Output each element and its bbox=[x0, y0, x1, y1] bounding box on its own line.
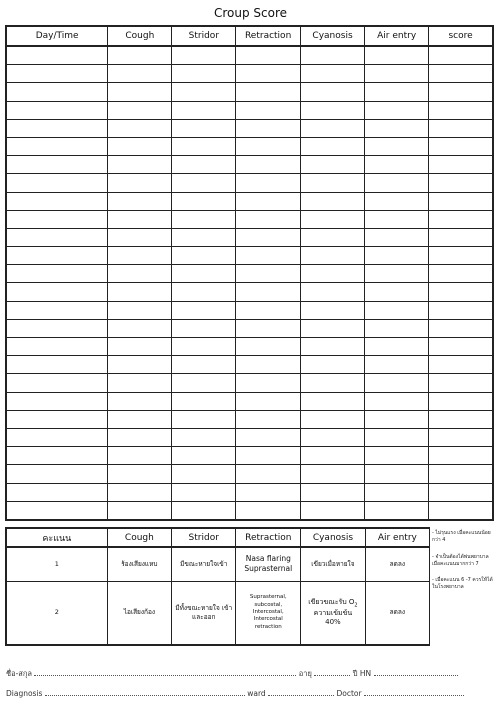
log-cell[interactable] bbox=[6, 483, 108, 501]
log-cell[interactable] bbox=[365, 465, 429, 483]
log-cell[interactable] bbox=[6, 356, 108, 374]
legend-cyanosis-2-text: เขียวขณะรับ O bbox=[308, 597, 355, 606]
log-cell[interactable] bbox=[236, 228, 301, 246]
log-cell[interactable] bbox=[172, 247, 236, 265]
log-cell[interactable] bbox=[236, 265, 301, 283]
log-cell[interactable] bbox=[108, 447, 172, 465]
log-row bbox=[6, 247, 493, 265]
log-row bbox=[6, 228, 493, 246]
log-cell[interactable] bbox=[429, 83, 493, 101]
log-cell[interactable] bbox=[300, 283, 364, 301]
log-cell[interactable] bbox=[429, 319, 493, 337]
legend-air-entry-1: ลดลง bbox=[365, 547, 429, 581]
legend-cough-1: ร้องเสียงแหบ bbox=[107, 547, 171, 581]
log-cell[interactable] bbox=[108, 156, 172, 174]
log-cell[interactable] bbox=[365, 410, 429, 428]
log-row bbox=[6, 428, 493, 446]
log-cell[interactable] bbox=[300, 156, 364, 174]
legend-cough-2: ไอเสียงก้อง bbox=[107, 581, 171, 645]
log-cell[interactable] bbox=[172, 265, 236, 283]
log-cell[interactable] bbox=[172, 392, 236, 410]
log-cell[interactable] bbox=[300, 247, 364, 265]
log-cell[interactable] bbox=[429, 356, 493, 374]
log-cell[interactable] bbox=[429, 192, 493, 210]
log-cell[interactable] bbox=[108, 356, 172, 374]
log-cell[interactable] bbox=[172, 283, 236, 301]
legend-retraction-2-line-1: Suprasternal, bbox=[249, 594, 287, 601]
log-cell[interactable] bbox=[365, 46, 429, 65]
legend-stridor-2 bbox=[172, 581, 236, 645]
log-cell[interactable] bbox=[108, 483, 172, 501]
legend-air-entry-2: ลดลง bbox=[365, 581, 429, 645]
log-cell[interactable] bbox=[365, 374, 429, 392]
log-cell[interactable] bbox=[429, 283, 493, 301]
legend-cyanosis-2-line-3: 40% bbox=[325, 618, 341, 627]
log-cell[interactable] bbox=[365, 65, 429, 83]
legend-retraction-2 bbox=[236, 581, 301, 645]
log-cell[interactable] bbox=[429, 174, 493, 192]
legend-retraction-2-line-3: Intercostal, bbox=[252, 609, 284, 616]
log-cell[interactable] bbox=[172, 410, 236, 428]
log-cell[interactable] bbox=[300, 319, 364, 337]
log-cell[interactable] bbox=[108, 319, 172, 337]
log-cell[interactable] bbox=[108, 83, 172, 101]
log-row bbox=[6, 447, 493, 465]
log-row bbox=[6, 501, 493, 520]
diagnosis-field[interactable] bbox=[45, 687, 245, 696]
log-cell[interactable] bbox=[6, 247, 108, 265]
year-label: ปี bbox=[352, 669, 358, 678]
legend-header-retraction: Retraction bbox=[236, 528, 301, 547]
log-cell[interactable] bbox=[172, 174, 236, 192]
log-cell[interactable] bbox=[429, 137, 493, 155]
log-cell[interactable] bbox=[429, 374, 493, 392]
log-cell[interactable] bbox=[429, 46, 493, 65]
log-cell[interactable] bbox=[6, 265, 108, 283]
log-cell[interactable] bbox=[108, 410, 172, 428]
log-row bbox=[6, 46, 493, 65]
legend-retraction-1 bbox=[236, 547, 301, 581]
log-cell[interactable] bbox=[236, 392, 301, 410]
log-cell[interactable] bbox=[6, 392, 108, 410]
log-cell[interactable] bbox=[429, 338, 493, 356]
log-cell[interactable] bbox=[300, 192, 364, 210]
log-cell[interactable] bbox=[6, 301, 108, 319]
log-cell[interactable] bbox=[172, 228, 236, 246]
legend-row-1 bbox=[6, 547, 430, 581]
log-cell[interactable] bbox=[236, 319, 301, 337]
log-cell[interactable] bbox=[6, 228, 108, 246]
log-cell[interactable] bbox=[6, 465, 108, 483]
log-cell[interactable] bbox=[365, 247, 429, 265]
log-cell[interactable] bbox=[236, 156, 301, 174]
log-cell[interactable] bbox=[236, 101, 301, 119]
log-cell[interactable] bbox=[429, 428, 493, 446]
log-cell[interactable] bbox=[300, 465, 364, 483]
log-cell[interactable] bbox=[365, 137, 429, 155]
log-cell[interactable] bbox=[6, 192, 108, 210]
log-cell[interactable] bbox=[108, 428, 172, 446]
log-cell[interactable] bbox=[6, 319, 108, 337]
log-cell[interactable] bbox=[300, 356, 364, 374]
legend-header-cyanosis: Cyanosis bbox=[301, 528, 366, 547]
log-cell[interactable] bbox=[300, 83, 364, 101]
log-cell[interactable] bbox=[365, 301, 429, 319]
log-cell[interactable] bbox=[236, 501, 301, 520]
log-cell[interactable] bbox=[172, 137, 236, 155]
legend-retraction-1-line-1: Nasa flaring bbox=[245, 554, 291, 564]
log-cell[interactable] bbox=[365, 501, 429, 520]
log-cell[interactable] bbox=[108, 374, 172, 392]
legend-stridor-2-line-1: มีทั้งขณะหายใจ เข้า bbox=[175, 603, 233, 612]
log-row bbox=[6, 83, 493, 101]
log-row bbox=[6, 101, 493, 119]
log-cell[interactable] bbox=[300, 265, 364, 283]
diagnosis-label: Diagnosis bbox=[6, 689, 43, 698]
legend-score-2: 2 bbox=[6, 581, 107, 645]
header-retraction: Retraction bbox=[236, 26, 301, 46]
page-title: Croup Score bbox=[213, 6, 288, 20]
log-cell[interactable] bbox=[6, 174, 108, 192]
log-row bbox=[6, 483, 493, 501]
legend-retraction-2-line-4: Intercostal bbox=[253, 616, 283, 623]
log-cell[interactable] bbox=[365, 192, 429, 210]
log-row bbox=[6, 137, 493, 155]
log-cell[interactable] bbox=[300, 174, 364, 192]
legend-header-cough: Cough bbox=[107, 528, 171, 547]
log-cell[interactable] bbox=[429, 301, 493, 319]
patient-info-line bbox=[6, 667, 458, 680]
log-cell[interactable] bbox=[365, 356, 429, 374]
log-cell[interactable] bbox=[6, 283, 108, 301]
croup-score-legend-table bbox=[5, 527, 430, 646]
log-cell[interactable] bbox=[172, 501, 236, 520]
log-cell[interactable] bbox=[429, 119, 493, 137]
log-cell[interactable] bbox=[429, 447, 493, 465]
legend-stridor-2-line-2: และออก bbox=[192, 612, 216, 621]
log-cell[interactable] bbox=[236, 483, 301, 501]
log-row bbox=[6, 156, 493, 174]
log-row bbox=[6, 265, 493, 283]
log-cell[interactable] bbox=[429, 410, 493, 428]
log-cell[interactable] bbox=[236, 465, 301, 483]
log-cell[interactable] bbox=[236, 83, 301, 101]
legend-retraction-2-line-2: subcostal, bbox=[254, 601, 283, 608]
log-cell[interactable] bbox=[108, 228, 172, 246]
log-cell[interactable] bbox=[429, 210, 493, 228]
log-row bbox=[6, 192, 493, 210]
log-cell[interactable] bbox=[300, 392, 364, 410]
log-cell[interactable] bbox=[108, 501, 172, 520]
log-cell[interactable] bbox=[429, 265, 493, 283]
log-row bbox=[6, 319, 493, 337]
log-cell[interactable] bbox=[365, 101, 429, 119]
log-cell[interactable] bbox=[6, 65, 108, 83]
doctor-label: Doctor bbox=[336, 689, 362, 698]
log-cell[interactable] bbox=[300, 228, 364, 246]
age-field[interactable] bbox=[314, 667, 350, 676]
log-cell[interactable] bbox=[172, 483, 236, 501]
header-cyanosis: Cyanosis bbox=[300, 26, 364, 46]
score-interpretation-notes bbox=[432, 530, 498, 601]
log-cell[interactable] bbox=[365, 156, 429, 174]
log-row bbox=[6, 301, 493, 319]
legend-header-air-entry: Air entry bbox=[365, 528, 429, 547]
log-cell[interactable] bbox=[6, 447, 108, 465]
log-cell[interactable] bbox=[300, 374, 364, 392]
log-cell[interactable] bbox=[6, 501, 108, 520]
log-cell[interactable] bbox=[108, 101, 172, 119]
log-cell[interactable] bbox=[429, 101, 493, 119]
log-cell[interactable] bbox=[108, 301, 172, 319]
log-cell[interactable] bbox=[172, 192, 236, 210]
log-cell[interactable] bbox=[108, 265, 172, 283]
log-cell[interactable] bbox=[108, 65, 172, 83]
log-cell[interactable] bbox=[6, 374, 108, 392]
log-cell[interactable] bbox=[300, 338, 364, 356]
log-cell[interactable] bbox=[236, 210, 301, 228]
log-cell[interactable] bbox=[172, 338, 236, 356]
log-cell[interactable] bbox=[429, 465, 493, 483]
log-cell[interactable] bbox=[172, 101, 236, 119]
log-cell[interactable] bbox=[236, 428, 301, 446]
log-cell[interactable] bbox=[6, 119, 108, 137]
log-cell[interactable] bbox=[172, 156, 236, 174]
log-cell[interactable] bbox=[365, 483, 429, 501]
header-day-time: Day/Time bbox=[6, 26, 108, 46]
log-cell[interactable] bbox=[6, 410, 108, 428]
log-row bbox=[6, 338, 493, 356]
log-cell[interactable] bbox=[6, 83, 108, 101]
log-cell[interactable] bbox=[108, 338, 172, 356]
header-cough: Cough bbox=[108, 26, 172, 46]
log-cell[interactable] bbox=[236, 46, 301, 65]
log-cell[interactable] bbox=[108, 210, 172, 228]
log-cell[interactable] bbox=[365, 338, 429, 356]
log-cell[interactable] bbox=[300, 483, 364, 501]
legend-header-row bbox=[6, 528, 430, 547]
log-row bbox=[6, 65, 493, 83]
log-cell[interactable] bbox=[172, 46, 236, 65]
log-cell[interactable] bbox=[108, 46, 172, 65]
log-cell[interactable] bbox=[300, 119, 364, 137]
log-body bbox=[6, 46, 493, 520]
log-cell[interactable] bbox=[172, 65, 236, 83]
log-cell[interactable] bbox=[236, 356, 301, 374]
log-cell[interactable] bbox=[108, 283, 172, 301]
log-cell[interactable] bbox=[236, 410, 301, 428]
log-cell[interactable] bbox=[108, 119, 172, 137]
hn-label: HN bbox=[359, 669, 372, 678]
log-cell[interactable] bbox=[6, 101, 108, 119]
log-cell[interactable] bbox=[236, 338, 301, 356]
log-cell[interactable] bbox=[300, 46, 364, 65]
legend-cyanosis-2 bbox=[301, 581, 366, 645]
legend-header-stridor: Stridor bbox=[172, 528, 236, 547]
log-cell[interactable] bbox=[172, 356, 236, 374]
ward-field[interactable] bbox=[268, 687, 334, 696]
log-cell[interactable] bbox=[429, 228, 493, 246]
diagnosis-info-line bbox=[6, 687, 464, 698]
log-row bbox=[6, 410, 493, 428]
legend-stridor-1: มีขณะหายใจเข้า bbox=[172, 547, 236, 581]
log-row bbox=[6, 392, 493, 410]
log-cell[interactable] bbox=[365, 210, 429, 228]
log-cell[interactable] bbox=[429, 392, 493, 410]
age-label: อายุ bbox=[298, 669, 312, 678]
log-cell[interactable] bbox=[236, 301, 301, 319]
log-cell[interactable] bbox=[108, 192, 172, 210]
header-stridor: Stridor bbox=[172, 26, 236, 46]
log-cell[interactable] bbox=[365, 228, 429, 246]
log-cell[interactable] bbox=[300, 301, 364, 319]
log-cell[interactable] bbox=[172, 210, 236, 228]
legend-cyanosis-2-line-1 bbox=[301, 598, 365, 609]
log-row bbox=[6, 374, 493, 392]
log-cell[interactable] bbox=[236, 374, 301, 392]
log-cell[interactable] bbox=[172, 83, 236, 101]
note-mild: - ไม่รุนแรง เมื่อคะแนนน้อยกว่า 4 bbox=[432, 530, 491, 544]
log-cell[interactable] bbox=[172, 119, 236, 137]
header-score: score bbox=[429, 26, 493, 46]
log-cell[interactable] bbox=[172, 428, 236, 446]
log-cell[interactable] bbox=[236, 192, 301, 210]
log-cell[interactable] bbox=[365, 428, 429, 446]
log-row bbox=[6, 465, 493, 483]
log-cell[interactable] bbox=[172, 319, 236, 337]
log-cell[interactable] bbox=[365, 319, 429, 337]
log-cell[interactable] bbox=[365, 83, 429, 101]
log-cell[interactable] bbox=[6, 210, 108, 228]
legend-header-score: คะแนน bbox=[6, 528, 107, 547]
log-cell[interactable] bbox=[236, 174, 301, 192]
note-severe: - จำเป็นต้องได้พ่นพยาบาล เมื่อคะแนนมากกว่า 7 bbox=[432, 553, 489, 567]
log-cell[interactable] bbox=[429, 156, 493, 174]
legend-retraction-1-line-2: Suprasternal bbox=[244, 564, 293, 574]
log-cell[interactable] bbox=[429, 65, 493, 83]
legend-cyanosis-1: เขียวเมื่อหายใจ bbox=[301, 547, 366, 581]
log-cell[interactable] bbox=[300, 428, 364, 446]
log-row bbox=[6, 210, 493, 228]
legend-score-1: 1 bbox=[6, 547, 107, 581]
log-cell[interactable] bbox=[6, 156, 108, 174]
log-cell[interactable] bbox=[108, 465, 172, 483]
log-cell[interactable] bbox=[172, 447, 236, 465]
legend-row-2 bbox=[6, 581, 430, 645]
log-cell[interactable] bbox=[300, 210, 364, 228]
name-field[interactable] bbox=[34, 667, 296, 676]
log-cell[interactable] bbox=[108, 174, 172, 192]
log-cell[interactable] bbox=[236, 447, 301, 465]
log-row bbox=[6, 283, 493, 301]
log-cell[interactable] bbox=[6, 46, 108, 65]
log-row bbox=[6, 174, 493, 192]
log-cell[interactable] bbox=[6, 338, 108, 356]
log-cell[interactable] bbox=[236, 65, 301, 83]
log-cell[interactable] bbox=[172, 465, 236, 483]
log-header-row bbox=[6, 26, 493, 46]
croup-score-log-table bbox=[5, 25, 494, 521]
name-label: ชื่อ-สกุล bbox=[6, 669, 33, 678]
log-row bbox=[6, 356, 493, 374]
legend-cyanosis-2-line-2: ความเข้มข้น bbox=[313, 608, 353, 617]
log-cell[interactable] bbox=[365, 174, 429, 192]
hn-field[interactable] bbox=[374, 667, 458, 676]
note-moderate: - เมื่อคะแนน 6 -7 ควรให้ได้ในโรงพยาบาล bbox=[432, 577, 493, 591]
legend-cyanosis-2-subscript: 2 bbox=[354, 602, 358, 609]
log-cell[interactable] bbox=[300, 447, 364, 465]
log-cell[interactable] bbox=[300, 101, 364, 119]
log-cell[interactable] bbox=[300, 137, 364, 155]
log-cell[interactable] bbox=[300, 501, 364, 520]
doctor-field[interactable] bbox=[364, 687, 464, 696]
log-cell[interactable] bbox=[365, 283, 429, 301]
log-cell[interactable] bbox=[108, 137, 172, 155]
log-cell[interactable] bbox=[108, 247, 172, 265]
log-cell[interactable] bbox=[429, 483, 493, 501]
log-cell[interactable] bbox=[6, 428, 108, 446]
log-cell[interactable] bbox=[365, 447, 429, 465]
log-cell[interactable] bbox=[6, 137, 108, 155]
log-cell[interactable] bbox=[365, 119, 429, 137]
log-cell[interactable] bbox=[172, 301, 236, 319]
header-air-entry: Air entry bbox=[365, 26, 429, 46]
log-cell[interactable] bbox=[300, 65, 364, 83]
log-row bbox=[6, 119, 493, 137]
log-cell[interactable] bbox=[172, 374, 236, 392]
log-cell[interactable] bbox=[236, 283, 301, 301]
legend-retraction-2-line-5: retraction bbox=[254, 623, 282, 630]
log-cell[interactable] bbox=[365, 265, 429, 283]
log-cell[interactable] bbox=[236, 119, 301, 137]
log-cell[interactable] bbox=[108, 392, 172, 410]
log-cell[interactable] bbox=[300, 410, 364, 428]
log-cell[interactable] bbox=[365, 392, 429, 410]
ward-label: ward bbox=[247, 689, 266, 698]
log-cell[interactable] bbox=[236, 137, 301, 155]
log-cell[interactable] bbox=[236, 247, 301, 265]
log-cell[interactable] bbox=[429, 247, 493, 265]
log-cell[interactable] bbox=[429, 501, 493, 520]
